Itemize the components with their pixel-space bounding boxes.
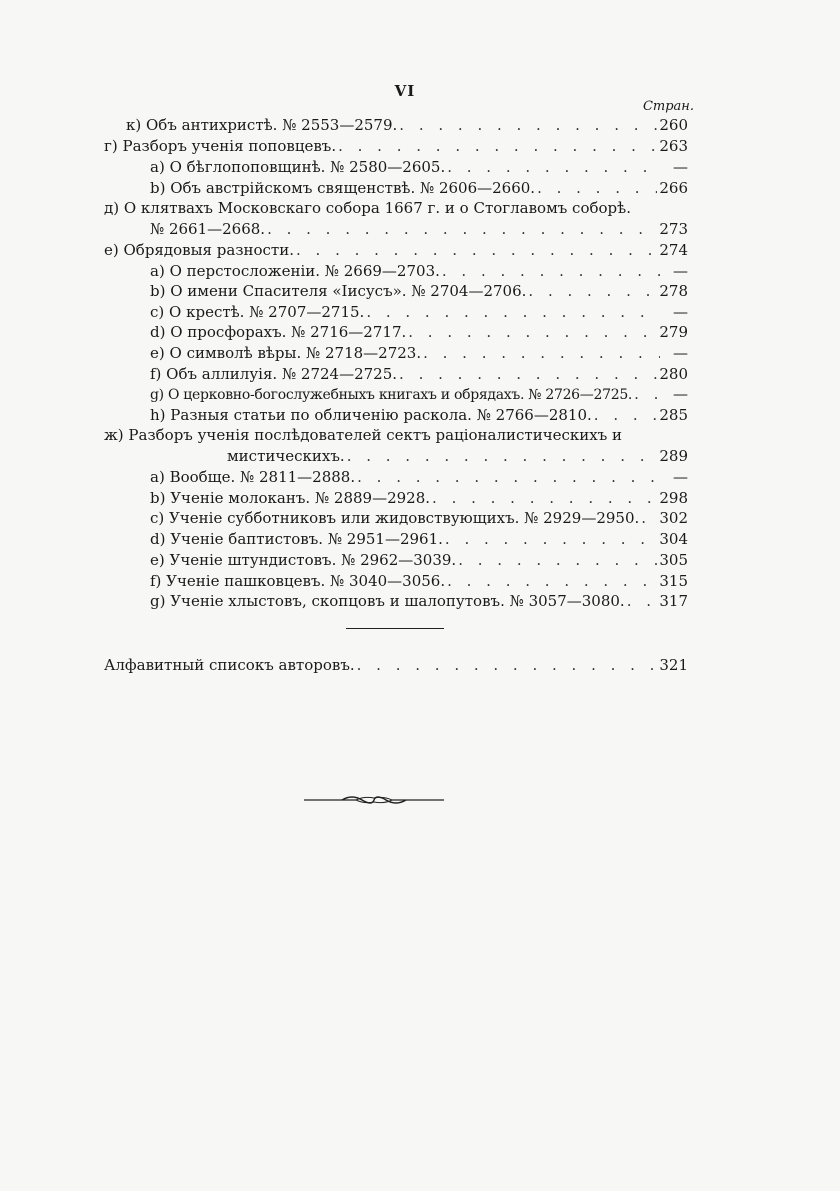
toc-entry [150,178,688,198]
toc-entry [150,261,688,281]
toc-entry [150,405,688,425]
toc-entry-page: 289 [659,447,688,465]
toc-entry-label: с) О крестѣ. № 2707—2715. [150,303,365,321]
leader-dots [447,571,657,591]
leader-dots [296,240,657,260]
toc-entry-label: d) Ученіе баптистовъ. № 2951—2961. [150,530,443,548]
leader-dots [347,446,658,466]
toc-entry-label: № 2661—2668. [150,220,266,238]
toc-entry-page: — [673,344,688,362]
toc-entry-label: f) Ученіе пашковцевъ. № 3040—3056. [150,572,446,590]
toc-entry [150,591,688,611]
toc-entry-page: 274 [659,241,688,259]
toc-entry-page: 285 [659,406,688,424]
index-entry [104,655,688,675]
toc-entry-label: b) Ученіе молоканъ. № 2889—2928. [150,489,431,507]
leader-dots [357,655,658,675]
toc-entry-label: h) Разныя статьи по обличенію раскола. № 2766—2810. [150,406,592,424]
leader-dots [432,488,657,508]
toc-entry-label: е) О символѣ вѣры. № 2718—2723. [150,344,422,362]
toc-entry [150,364,688,384]
toc-entry-page: 302 [659,509,688,527]
toc-entry-label: е) Обрядовыя разности. [104,241,294,259]
toc-entry-page: 305 [659,551,688,569]
toc-entry-page: 321 [659,656,688,674]
leader-dots [627,591,658,611]
leader-dots [641,508,657,528]
leader-dots [338,136,657,156]
toc-entry-label: а) О бѣглопоповщинѣ. № 2580—2605. [150,158,446,176]
toc-entry [227,446,688,466]
toc-entry-label: а) Вообще. № 2811—2888. [150,468,356,486]
leader-dots [634,384,660,404]
toc-entry-label: f) Объ аллилуія. № 2724—2725. [150,365,398,383]
toc-entry-label: ж) Разборъ ученія послѣдователей сектъ раціоналистическихъ и [104,426,623,444]
toc-entry [150,488,688,508]
leader-dots [458,550,657,570]
toc-entry-page: 304 [659,530,688,548]
toc-entry [150,467,688,487]
leader-dots [399,364,657,384]
toc-entry-label: с) Ученіе субботниковъ или жидовствующихъ. № 2929—2950. [150,509,640,527]
toc-entry [150,302,688,322]
leader-dots [423,343,660,363]
toc-entry-page: 279 [659,323,688,341]
section-divider [346,628,444,629]
toc-entry-label: мистическихъ. [227,447,345,465]
toc-entry [150,529,688,549]
leader-dots [442,261,660,281]
toc-entry [150,571,688,591]
toc-entry [126,115,688,135]
toc-entry [150,157,688,177]
toc-entry-label: g) Ученіе хлыстовъ, скопцовъ и шалопутовъ. № 3057—3080. [150,592,625,610]
toc-entry-label: b) Объ австрійскомъ священствѣ. № 2606—2660. [150,179,536,197]
toc-entry [104,136,688,156]
toc-entry-page: 273 [659,220,688,238]
toc-entry-page: 260 [659,116,688,134]
toc-entry [104,240,688,260]
leader-dots [267,219,657,239]
toc-entry-page: 278 [659,282,688,300]
toc-entry [150,343,688,363]
toc-entry-label: Алфавитный списокъ авторовъ. [104,656,355,674]
toc-entry-label: g) О церковно-богослужебныхъ книгахъ и обрядахъ. № 2726—2725. [150,387,633,403]
toc-entry-label: е) Ученіе штундистовъ. № 2962—3039. [150,551,457,569]
leader-dots [357,467,660,487]
toc-entry-page: — [673,385,688,403]
leader-dots [537,178,657,198]
leader-dots [447,157,660,177]
toc-entry [150,322,688,342]
leader-dots [399,115,657,135]
toc-entry-page: — [673,303,688,321]
toc-entry [150,384,688,405]
toc-entry-page: 315 [659,572,688,590]
toc-entry [150,550,688,570]
toc-entry-label: а) О перстосложеніи. № 2669—2703. [150,262,440,280]
column-header: Стран. [642,99,694,114]
toc-entry-page: 298 [659,489,688,507]
toc-entry-page: 280 [659,365,688,383]
toc-entry [150,219,688,239]
toc-entry-label: г) Разборъ ученія поповцевъ. [104,137,337,155]
leader-dots [408,322,657,342]
toc-entry-label: к) Объ антихристѣ. № 2553—2579. [126,116,398,134]
toc-entry-page: — [673,158,688,176]
toc-entry [150,508,688,528]
leader-dots [366,302,660,322]
leader-dots [594,405,658,425]
toc-entry [150,281,688,301]
toc-entry-page: 266 [659,179,688,197]
toc-entry-page: 263 [659,137,688,155]
toc-entry-page: — [673,468,688,486]
toc-entry-page: — [673,262,688,280]
leader-dots [528,281,657,301]
toc-entry-page: 317 [659,592,688,610]
page-number: VI [394,82,416,100]
ornament-divider [304,792,444,808]
toc-entry-label: д) О клятвахъ Московскаго собора 1667 г. и о Стоглавомъ соборѣ. [104,199,631,217]
leader-dots [445,529,657,549]
toc-entry-label: d) О просфорахъ. № 2716—2717. [150,323,407,341]
toc-entry-label: b) О имени Спасителя «Іисусъ». № 2704—2706. [150,282,527,300]
